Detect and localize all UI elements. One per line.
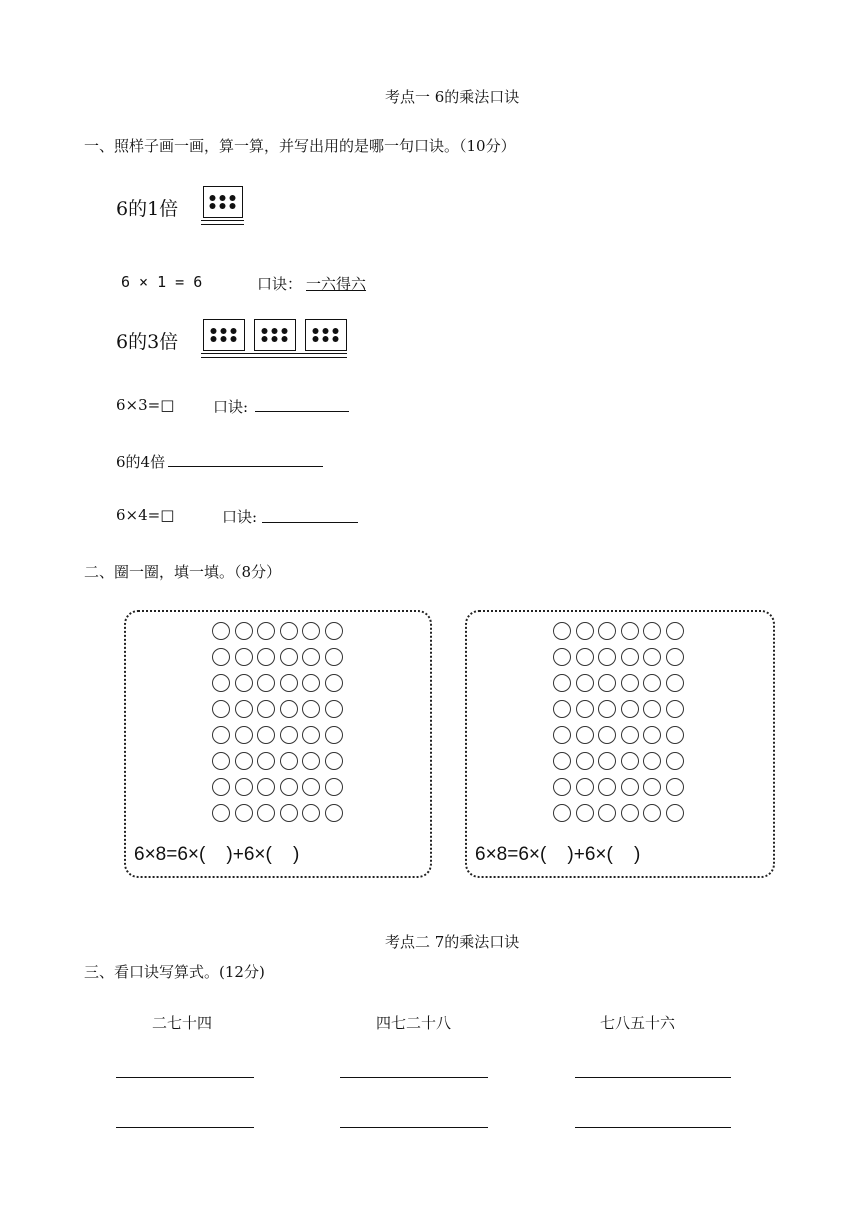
koujue-blank[interactable] <box>262 506 358 523</box>
drawing-blank[interactable] <box>168 450 323 467</box>
circle-frame-1 <box>124 610 432 878</box>
section-title-1: 考点一 6的乘法口诀 <box>385 88 520 106</box>
fill-equation: 6×8=6×( )+6×( ) <box>134 844 300 865</box>
double-underline <box>201 353 347 354</box>
row-5-equation: 6×4=□ <box>116 506 175 524</box>
koujue-item: 四七二十八 <box>376 1014 452 1032</box>
koujue-blank[interactable] <box>255 395 349 412</box>
row-3-koujue-label: 口诀: <box>213 398 249 416</box>
example-1-label: 6的1倍 <box>116 198 179 220</box>
section-title-2: 考点二 7的乘法口诀 <box>385 933 520 951</box>
answer-line[interactable] <box>340 1077 488 1078</box>
dot-box <box>203 319 245 351</box>
koujue-item: 七八五十六 <box>600 1014 676 1032</box>
fill-equation: 6×8=6×( )+6×( ) <box>475 844 641 865</box>
question-3-heading: 三、看口诀写算式。(12分) <box>84 963 265 981</box>
circle-grid <box>212 622 344 822</box>
answer-line[interactable] <box>116 1077 254 1078</box>
answer-line[interactable] <box>116 1127 254 1128</box>
answer-line[interactable] <box>340 1127 488 1128</box>
dot-box <box>254 319 296 351</box>
double-underline <box>201 224 244 225</box>
circle-frame-2 <box>465 610 775 878</box>
dot-box <box>203 186 243 218</box>
row-3-equation: 6×3=□ <box>116 396 175 414</box>
koujue-label: 口诀： <box>257 275 303 293</box>
row-5-koujue-label: 口诀: <box>222 508 258 526</box>
answer-line[interactable] <box>575 1127 731 1128</box>
dot-box <box>305 319 347 351</box>
example-2-label: 6的3倍 <box>116 331 179 353</box>
row-4-label: 6的4倍 <box>116 453 166 471</box>
circle-grid <box>553 622 685 822</box>
question-2-heading: 二、圈一圈，填一填。（8分） <box>84 563 282 581</box>
double-underline <box>201 357 347 358</box>
answer-line[interactable] <box>575 1077 731 1078</box>
koujue-answer: 一六得六 <box>306 275 367 293</box>
question-1-heading: 一、照样子画一画，算一算，并写出用的是哪一句口诀。（10分） <box>84 137 516 155</box>
example-1-equation: 6 × 1 = 6 <box>121 273 203 291</box>
double-underline <box>201 220 244 221</box>
koujue-item: 二七十四 <box>152 1014 213 1032</box>
